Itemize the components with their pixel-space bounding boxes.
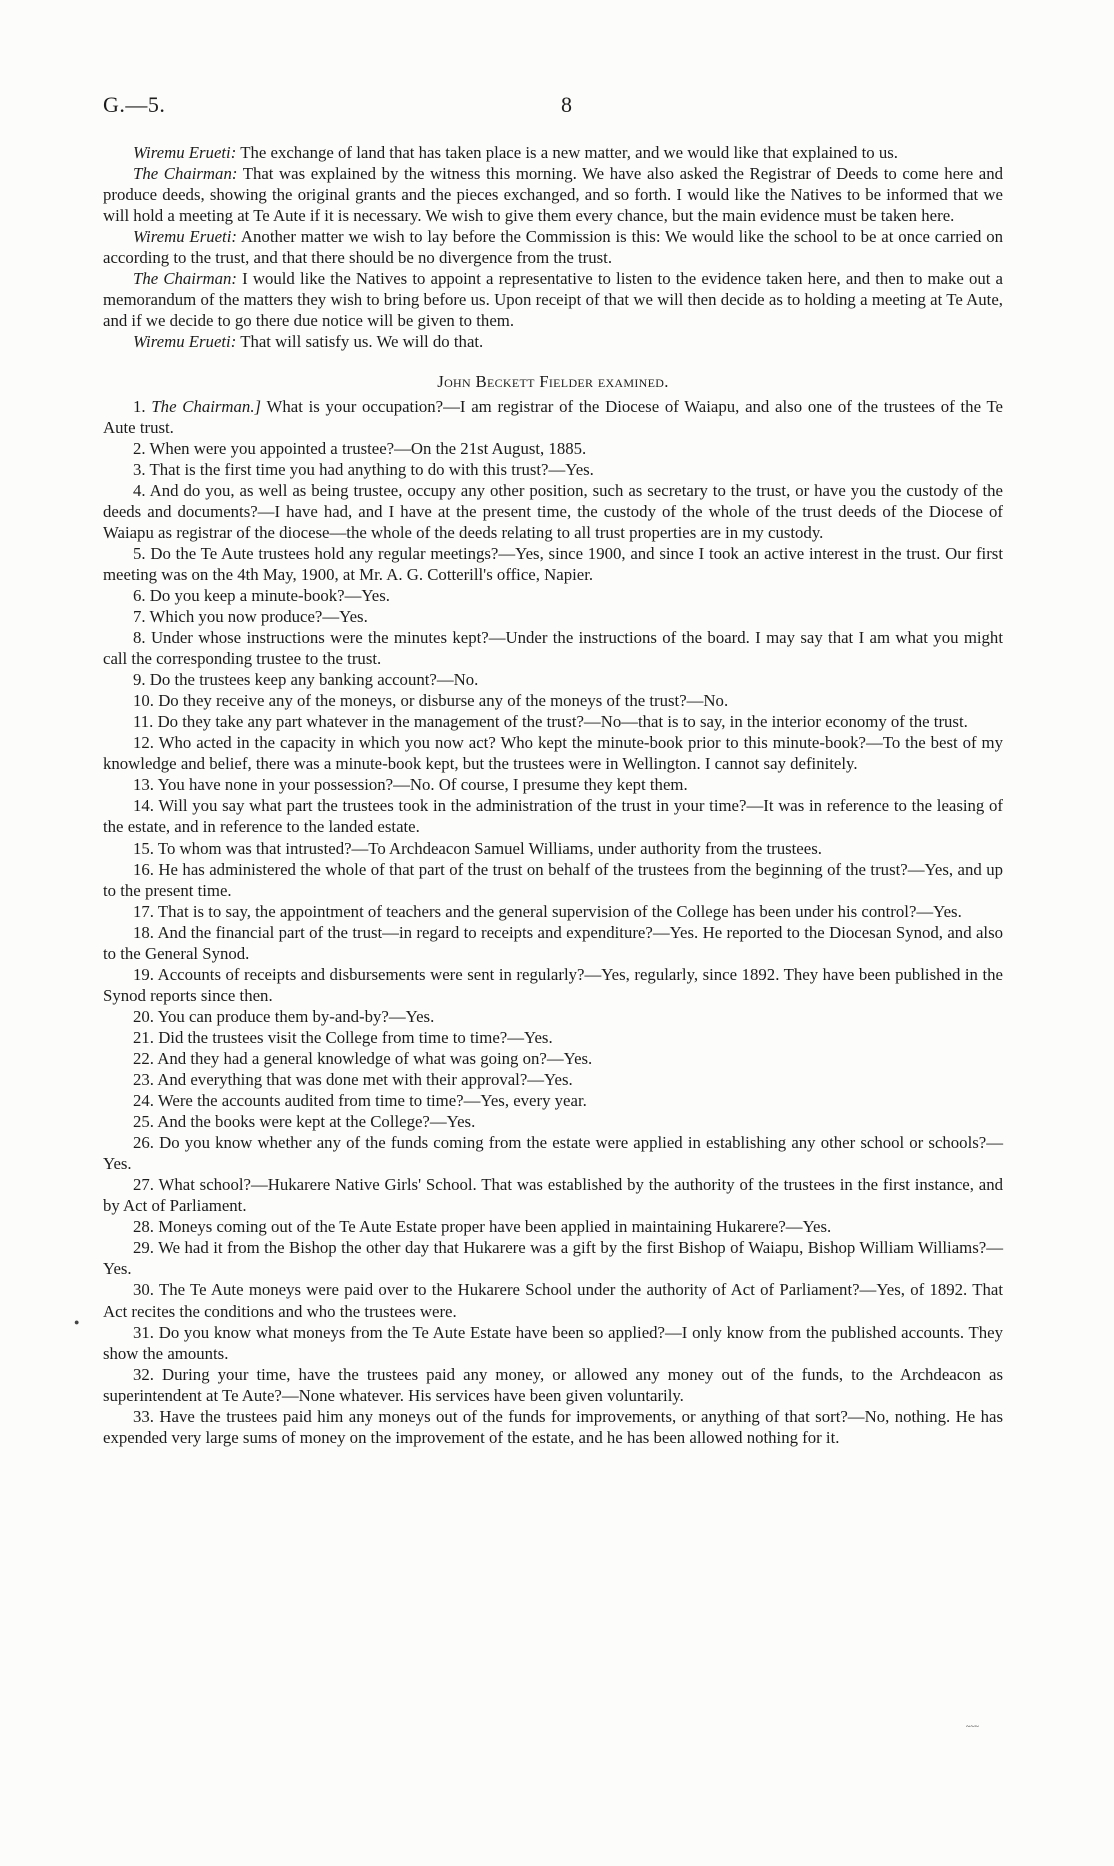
question-number: 19. [133, 964, 154, 984]
question-number: 22. [133, 1048, 154, 1068]
question-text: And everything that was done met with their approval?—Yes. [157, 1070, 573, 1090]
question-number: 26. [133, 1133, 154, 1153]
question-item [103, 1111, 1003, 1132]
question-item [103, 1174, 1003, 1216]
question-item [103, 1216, 1003, 1237]
speech-text: The exchange of land that has taken place is a new matter, and we would like that explained to us. [236, 143, 898, 162]
question-text: Will you say what part the trustees took in the administration of the trust in your time?—It was in reference to the leasing of the estate, and in reference to the landed estate. [103, 796, 1003, 837]
question-number: 24. [133, 1091, 154, 1111]
question-item [103, 669, 1003, 690]
question-item [103, 543, 1003, 585]
question-number: 31. [133, 1322, 154, 1342]
question-item [103, 711, 1003, 732]
question-number: 16. [133, 859, 154, 879]
question-item [103, 438, 1003, 459]
question-item [103, 585, 1003, 606]
document-reference: G.—5. [103, 92, 166, 117]
question-number: 29. [133, 1238, 154, 1258]
speech-text: Another matter we wish to lay before the Commission is this: We would like the school to be at once carried on according to the trust, and that there should be no divergence from the trust. [103, 227, 1004, 268]
question-item [103, 1364, 1003, 1406]
page-header [103, 92, 1003, 126]
speech-paragraph [103, 163, 1003, 226]
question-item [103, 964, 1003, 1006]
question-number: 12. [133, 733, 154, 753]
speaker-name: The Chairman: [133, 164, 238, 184]
question-number: 18. [133, 922, 154, 942]
question-item [103, 1279, 1003, 1321]
question-item [103, 1069, 1003, 1090]
question-text: To whom was that intrusted?—To Archdeacon Samuel Williams, under authority from the trustees. [157, 838, 822, 858]
speech-text: I would like the Natives to appoint a representative to listen to the evidence taken here, and then to make out a memorandum of the matters they wish to bring before us. Upon receipt of that we will then decide as to holding a meeting at Te Aute, and if we decide to go there due notice will be given to them. [103, 269, 1003, 331]
question-text: That is to say, the appointment of teachers and the general supervision of the College has been under his control?—Yes. [157, 901, 962, 921]
intro-exchange [103, 142, 1003, 352]
document-body [103, 142, 1003, 1448]
question-item [103, 606, 1003, 627]
question-item [103, 1322, 1003, 1364]
question-text: We had it from the Bishop the other day that Hukarere was a gift by the first Bishop of Waiapu, Bishop William Williams?—Yes. [103, 1238, 1003, 1279]
question-text: Do you know whether any of the funds coming from the estate were applied in establishing any other school or schools?—Yes. [103, 1133, 1003, 1174]
question-number: 33. [133, 1406, 154, 1426]
question-item [103, 1132, 1003, 1174]
question-text: You can produce them by-and-by?—Yes. [157, 1006, 435, 1026]
question-text: Have the trustees paid him any moneys out of the funds for improvements, or anything of that sort?—No, nothing. He has expended very large sums of money on the improvement of the estate, and he has been allowed nothing for it. [103, 1406, 1003, 1447]
question-text: Did the trustees visit the College from time to time?—Yes. [158, 1027, 553, 1047]
question-text: Do they receive any of the moneys, or disburse any of the moneys of the trust?—No. [158, 691, 729, 711]
question-text: Were the accounts audited from time to time?—Yes, every year. [157, 1091, 587, 1111]
question-number: 7. [133, 606, 146, 626]
speaker-name: Wiremu Erueti: [133, 143, 237, 162]
question-text: When were you appointed a trustee?—On the 21st August, 1885. [149, 438, 587, 458]
question-number: 21. [133, 1027, 154, 1047]
question-item [103, 396, 1003, 438]
question-number: 25. [133, 1112, 154, 1132]
question-text: What is your occupation?—I am registrar of the Diocese of Waiapu, and also one of the trustees of the Te Aute trust. [103, 396, 1003, 437]
question-text: Do you keep a minute-book?—Yes. [149, 585, 390, 605]
question-item [103, 838, 1003, 859]
margin-speck: ● [74, 1317, 80, 1327]
speech-text: That will satisfy us. We will do that. [236, 332, 484, 352]
question-number: 1. [133, 396, 146, 416]
question-text: Accounts of receipts and disbursements were sent in regularly?—Yes, regularly, since 1892. They have been published in the Synod reports since then. [103, 964, 1003, 1005]
speech-paragraph [103, 142, 1003, 163]
question-item [103, 480, 1003, 543]
question-number: 15. [133, 838, 154, 858]
question-number: 13. [133, 775, 154, 795]
speaker-name: Wiremu Erueti: [133, 332, 237, 352]
question-number: 10. [133, 691, 154, 711]
question-number: 9. [133, 670, 146, 690]
page-number: 8 [561, 92, 572, 117]
question-number: 20. [133, 1006, 154, 1026]
question-number: 30. [133, 1280, 154, 1300]
question-number: 6. [133, 585, 146, 605]
printer-mark: ~~~ [966, 1722, 979, 1731]
question-item [103, 774, 1003, 795]
question-text: What school?—Hukarere Native Girls' School. That was established by the authority of the trustees in the first instance, and by Act of Parliament. [103, 1175, 1003, 1216]
question-text: And the financial part of the trust—in regard to receipts and expenditure?—Yes. He reported to the Diocesan Synod, and also to the General Synod. [103, 922, 1003, 963]
question-item [103, 1237, 1003, 1279]
question-number: 17. [133, 901, 154, 921]
witness-heading: John Beckett Fielder examined. [437, 372, 669, 392]
speech-paragraph [103, 331, 1003, 352]
question-text: You have none in your possession?—No. Of course, I presume they kept them. [157, 775, 688, 795]
question-text: He has administered the whole of that part of the trust on behalf of the trustees from the beginning of the trust?—Yes, and up to the present time. [103, 859, 1003, 900]
speaker-name: Wiremu Erueti: [133, 227, 237, 247]
question-item [103, 690, 1003, 711]
question-text: That is the first time you had anything to do with this trust?—Yes. [149, 459, 594, 479]
question-item [103, 795, 1003, 837]
question-text: Do you know what moneys from the Te Aute Estate have been so applied?—I only know from the published accounts. They show the amounts. [103, 1322, 1003, 1363]
question-text: Do the Te Aute trustees hold any regular meetings?—Yes, since 1900, and since I took an active interest in the trust. Our first meeting was on the 4th May, 1900, at Mr. A. G. Cotterill's office, Napier. [103, 543, 1003, 584]
question-number: 23. [133, 1070, 154, 1090]
question-number: 28. [133, 1217, 154, 1237]
question-lead: The Chairman.] [151, 396, 262, 416]
speech-paragraph [103, 268, 1003, 331]
question-text: Under whose instructions were the minutes kept?—Under the instructions of the board. I may say that I am what you might call the corresponding trustee to the trust. [103, 628, 1003, 669]
question-text: And do you, as well as being trustee, occupy any other position, such as secretary to the trust, or have you the custody of the deeds and documents?—I have had, and I have at the present time, the custody of the whole of the trust deeds of the Diocese of Waiapu as registrar of the diocese—the whole of the deeds relating to all trust properties are in my custody. [103, 480, 1003, 542]
question-text: During your time, have the trustees paid any money, or allowed any money out of the funds, to the Archdeacon as superintendent at Te Aute?—None whatever. His services have been given voluntarily. [103, 1364, 1003, 1405]
question-text: The Te Aute moneys were paid over to the Hukarere School under the authority of Act of Parliament?—Yes, of 1892. That Act recites the conditions and who the trustees were. [103, 1280, 1003, 1321]
question-text: And the books were kept at the College?—Yes. [157, 1112, 476, 1132]
question-item [103, 1048, 1003, 1069]
question-number: 3. [133, 459, 146, 479]
question-number: 14. [133, 796, 154, 816]
question-number: 2. [133, 438, 146, 458]
question-item [103, 1406, 1003, 1448]
speaker-name: The Chairman: [133, 269, 237, 289]
question-item [103, 459, 1003, 480]
question-number: 4. [133, 480, 146, 500]
question-text: Do the trustees keep any banking account?—No. [149, 670, 479, 690]
question-text: Moneys coming out of the Te Aute Estate proper have been applied in maintaining Hukarere?—Yes. [158, 1217, 832, 1237]
question-number: 11. [133, 712, 154, 732]
question-item [103, 1090, 1003, 1111]
question-list [103, 396, 1003, 1448]
question-text: And they had a general knowledge of what was going on?—Yes. [157, 1048, 593, 1068]
speech-paragraph [103, 226, 1003, 268]
question-item [103, 922, 1003, 964]
question-text: Which you now produce?—Yes. [149, 606, 368, 626]
question-number: 5. [133, 543, 146, 563]
question-item [103, 627, 1003, 669]
question-item [103, 732, 1003, 774]
question-item [103, 1006, 1003, 1027]
question-item [103, 901, 1003, 922]
question-text: Do they take any part whatever in the management of the trust?—No—that is to say, in the interior economy of the trust. [157, 712, 968, 732]
speech-text: That was explained by the witness this morning. We have also asked the Registrar of Deeds to come here and produce deeds, showing the original grants and the pieces exchanged, and so forth. I would like the Natives to be informed that we will hold a meeting at Te Aute if it is necessary. We wish to give them every chance, but the main evidence must be taken here. [103, 164, 1003, 226]
question-text: Who acted in the capacity in which you now act? Who kept the minute-book prior to this minute-book?—To the best of my knowledge and belief, there was a minute-book kept, but the trustees were in Wellington. I cannot say definitely. [103, 733, 1003, 774]
question-item [103, 859, 1003, 901]
question-number: 8. [133, 628, 146, 648]
question-item [103, 1027, 1003, 1048]
question-number: 27. [133, 1175, 154, 1195]
question-number: 32. [133, 1364, 154, 1384]
